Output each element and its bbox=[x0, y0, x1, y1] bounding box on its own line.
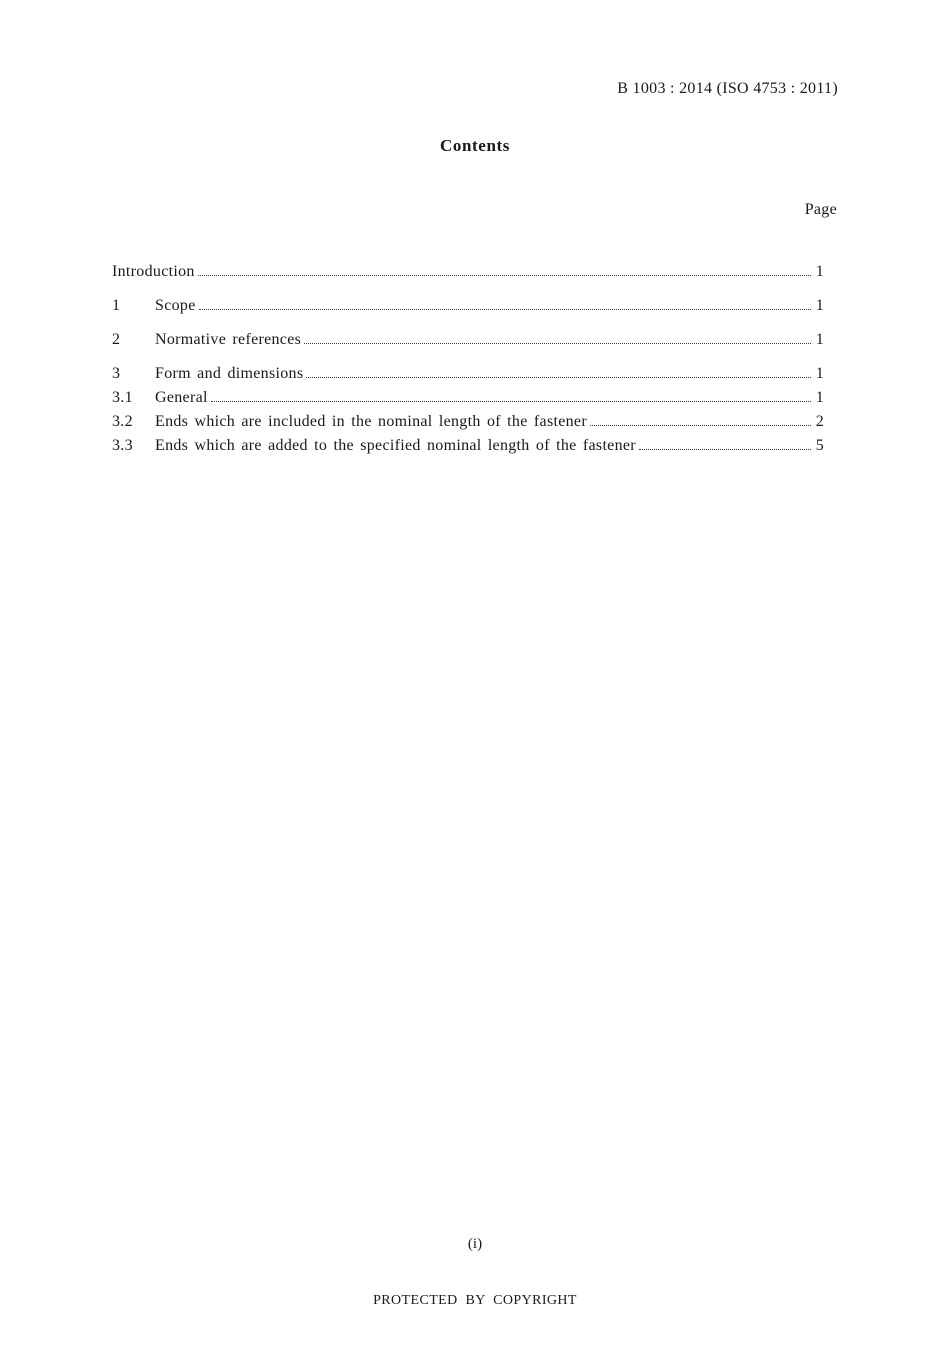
document-id: B 1003 : 2014 (ISO 4753 : 2011) bbox=[617, 80, 838, 97]
page-column-label: Page bbox=[804, 201, 837, 218]
toc-entry-ends-included[interactable] bbox=[112, 413, 824, 437]
toc-entry-page: 2 bbox=[815, 413, 824, 430]
toc-entry-introduction[interactable] bbox=[112, 263, 824, 287]
toc-entry-page: 1 bbox=[815, 297, 824, 314]
toc-entry-page: 1 bbox=[815, 365, 824, 382]
toc-entry-number: 3.3 bbox=[112, 437, 133, 454]
toc-entry-title: General bbox=[155, 389, 208, 406]
toc-entry-number: 1 bbox=[112, 297, 121, 314]
page-title: Contents bbox=[440, 136, 510, 155]
toc-entry-number: 3.2 bbox=[112, 413, 133, 430]
dot-leader bbox=[198, 275, 811, 276]
dot-leader bbox=[304, 343, 811, 344]
dot-leader bbox=[211, 401, 811, 402]
dot-leader bbox=[306, 377, 811, 378]
toc-entry-title: Ends which are added to the specified nominal length of the fastener bbox=[155, 437, 636, 454]
table-of-contents bbox=[112, 263, 824, 461]
toc-entry-general[interactable] bbox=[112, 389, 824, 413]
toc-entry-number: 2 bbox=[112, 331, 121, 348]
dot-leader bbox=[590, 425, 811, 426]
dot-leader bbox=[639, 449, 811, 450]
toc-entry-page: 1 bbox=[815, 389, 824, 406]
toc-entry-title: Scope bbox=[155, 297, 196, 314]
toc-entry-ends-added[interactable] bbox=[112, 437, 824, 461]
toc-entry-page: 5 bbox=[815, 437, 824, 454]
toc-entry-title: Ends which are included in the nominal length of the fastener bbox=[155, 413, 587, 430]
copyright-notice: PROTECTED BY COPYRIGHT bbox=[373, 1293, 577, 1308]
toc-entry-normative-references[interactable] bbox=[112, 331, 824, 355]
toc-entry-number: 3 bbox=[112, 365, 121, 382]
toc-entry-page: 1 bbox=[815, 263, 824, 280]
page-number: (i) bbox=[467, 1236, 483, 1252]
dot-leader bbox=[199, 309, 811, 310]
toc-entry-title: Introduction bbox=[112, 263, 195, 280]
toc-entry-title: Normative references bbox=[155, 331, 302, 348]
toc-entry-form-and-dimensions[interactable] bbox=[112, 365, 824, 389]
toc-entry-scope[interactable] bbox=[112, 297, 824, 321]
toc-entry-title: Form and dimensions bbox=[155, 365, 304, 382]
toc-entry-number: 3.1 bbox=[112, 389, 133, 406]
toc-entry-page: 1 bbox=[815, 331, 824, 348]
